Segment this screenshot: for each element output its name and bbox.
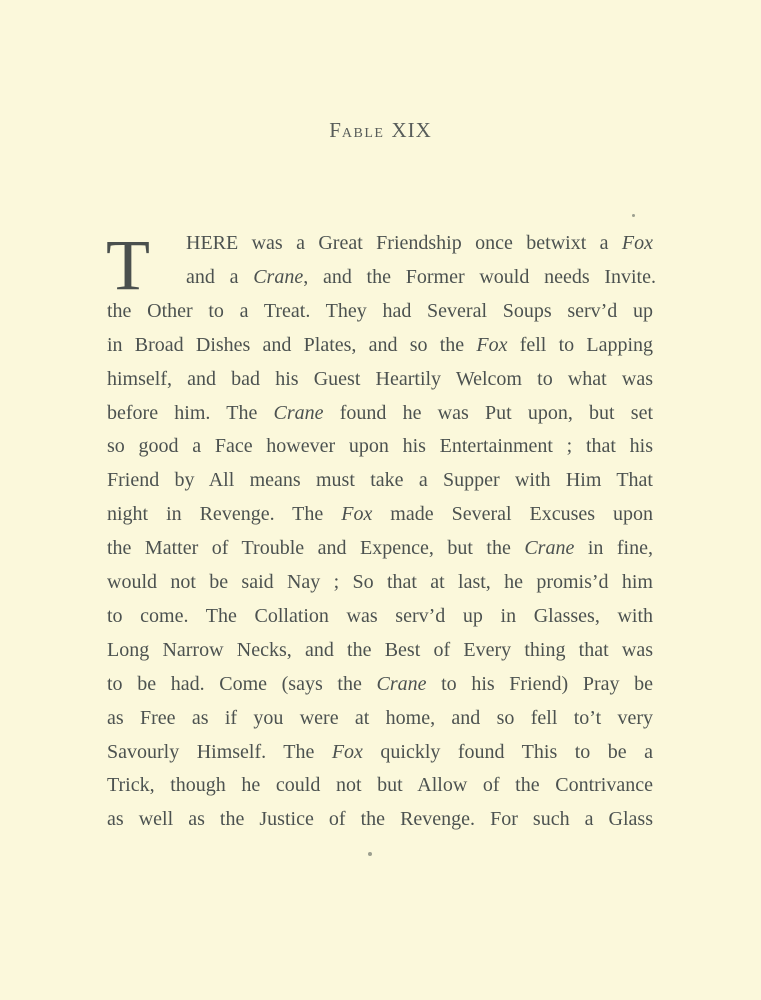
text-run: Friend by All means must take a Supper with Him That (107, 469, 653, 492)
text-run: HERE was a Great Friendship once betwixt a (186, 232, 622, 254)
italic-word: Fox (331, 740, 363, 763)
text-line (107, 773, 653, 797)
text-run: in fine, (574, 537, 653, 560)
text-line (107, 299, 653, 323)
text-run: would not be said Nay ; So that at last, he promis’d him (107, 571, 653, 593)
text-line (107, 672, 653, 696)
text-line (107, 468, 653, 492)
text-line (107, 807, 653, 831)
drop-cap: T (106, 225, 150, 305)
text-run: Long Narrow Necks, and the Best of Every thing that was (107, 638, 653, 661)
text-line (107, 401, 653, 425)
page-speck (368, 852, 372, 856)
italic-word: Crane (273, 401, 324, 424)
text-run: quickly found This to be a (362, 740, 653, 763)
text-run: as well as the Justice of the Revenge. For such a Glass (107, 808, 653, 831)
text-line (107, 604, 653, 628)
text-run: fell to Lapping (507, 333, 654, 356)
text-run: to come. The Collation was serv’d up in Glasses, with (107, 604, 653, 627)
text-line (107, 706, 653, 730)
italic-word: Fox (476, 333, 508, 356)
text-run: the Other to a Treat. They had Several Soups serv’d up (107, 299, 653, 322)
text-line (107, 502, 653, 526)
text-run: to be had. Come (says the (107, 672, 377, 695)
text-line (107, 536, 653, 560)
text-line (107, 638, 653, 662)
text-run: in Broad Dishes and Plates, and so the (107, 333, 477, 356)
text-run: , and the Former would needs Invite. (303, 265, 656, 288)
italic-word: Crane (253, 265, 304, 288)
text-run: before him. The (107, 401, 274, 424)
text-run: himself, and bad his Guest Heartily Welcom to what was (107, 367, 653, 390)
text-line (107, 367, 653, 391)
text-run: Trick, though he could not but Allow of the Contrivance (107, 774, 653, 797)
italic-word: Fox (341, 503, 373, 526)
text-line (107, 570, 653, 594)
text-line (186, 265, 656, 289)
heading-smallcaps: ABLE (341, 126, 385, 141)
text-line (107, 434, 653, 458)
text-run: so good a Face however upon his Entertainment ; that his (107, 435, 653, 458)
text-run: night in Revenge. The (107, 503, 342, 526)
heading-prefix: F (329, 118, 342, 142)
text-run: and a (186, 265, 254, 288)
italic-word: Fox (621, 232, 653, 254)
text-line (107, 740, 653, 764)
text-run: to his Friend) Pray be (426, 672, 654, 695)
text-run: found he was Put upon, but set (323, 401, 653, 424)
page-speck (632, 214, 635, 217)
text-run: made Several Excuses upon (372, 503, 653, 526)
italic-word: Crane (376, 672, 427, 695)
fable-heading (0, 118, 761, 143)
italic-word: Crane (524, 537, 575, 560)
text-run: Savourly Himself. The (107, 740, 332, 763)
heading-number: XIX (391, 118, 432, 142)
text-run: as Free as if you were at home, and so fell to’t very (107, 706, 653, 729)
text-line (107, 333, 653, 357)
text-line (186, 231, 653, 255)
text-run: the Matter of Trouble and Expence, but the (107, 537, 525, 560)
